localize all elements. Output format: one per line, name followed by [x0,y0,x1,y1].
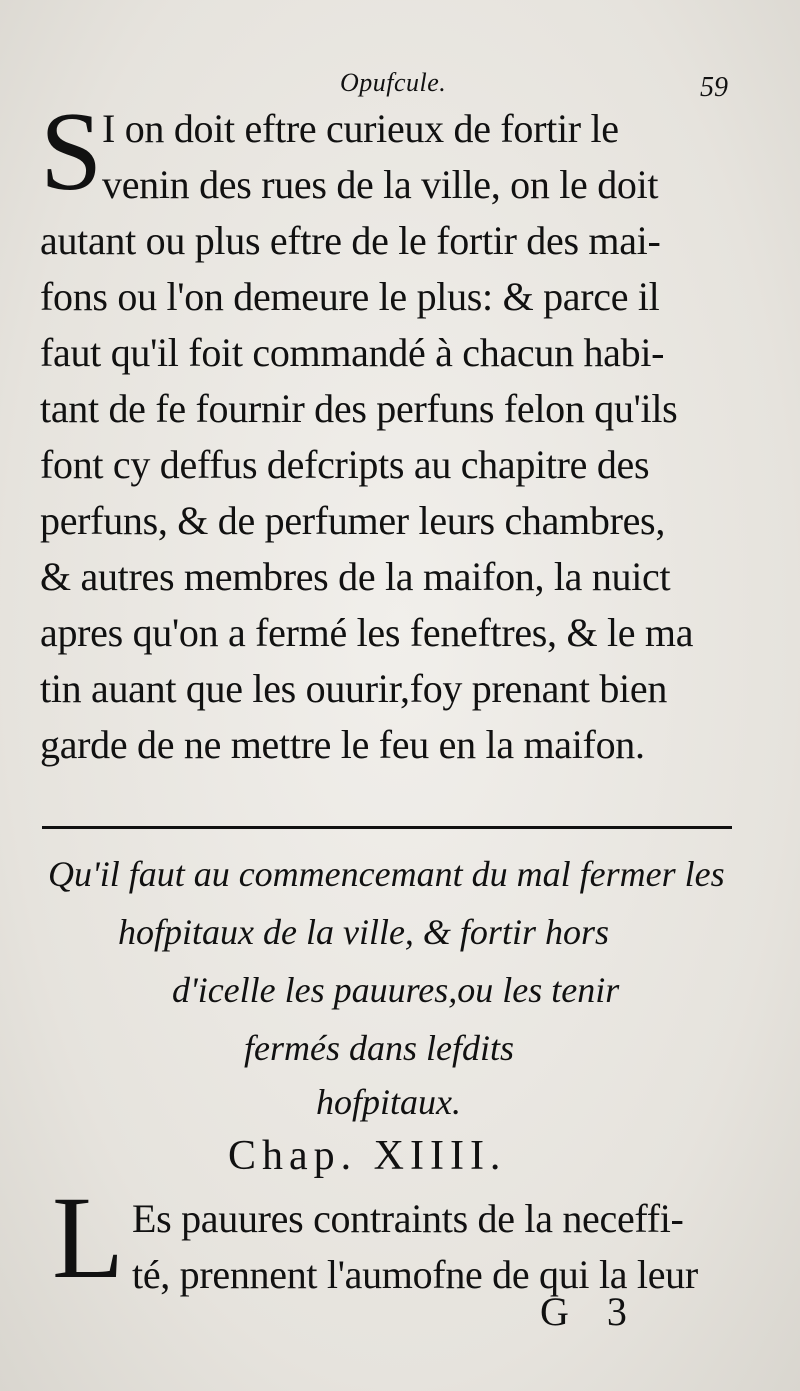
paragraph-1-line: fons ou l'on demeure le plus: & parce il [40,274,660,319]
section-divider [42,826,732,829]
paragraph-1-line: venin des rues de la ville, on le doit [102,162,659,207]
chapter-heading-line: Qu'il faut au commencemant du mal fermer les [48,854,725,894]
paragraph-1-line: font cy deffus defcripts au chapitre des [40,442,650,487]
chapter-label: Chap. XIIII. [228,1133,507,1179]
chapter-heading-line: hofpitaux de la ville, & fortir hors [118,912,609,952]
chapter-heading-line: fermés dans lefdits [244,1028,514,1068]
signature-mark: G 3 [540,1289,641,1334]
chapter-heading-line: hofpitaux. [316,1082,461,1122]
chapter-heading-line: d'icelle les pauures,ou les tenir [172,970,620,1010]
paragraph-1-line: perfuns, & de perfumer leurs chambres, [40,498,666,543]
paragraph-1-line: garde de ne mettre le feu en la maifon. [40,722,645,767]
paragraph-1-line: apres qu'on a fermé les feneftres, & le ma [40,610,694,655]
paragraph-1-line: & autres membres de la maifon, la nuict [40,554,671,599]
paragraph-1-line: tant de fe fournir des perfuns felon qu'ils [40,386,678,431]
paragraph-1-line: I on doit eftre curieux de fortir le [102,106,619,151]
drop-cap-s: S [40,90,103,214]
paragraph-1-line: tin auant que les ouurir,foy prenant bien [40,666,668,711]
paragraph-1-line: autant ou plus eftre de le fortir des mai- [40,218,661,263]
page-number: 59 [700,72,728,103]
paragraph-2-line: Es pauures contraints de la neceffi- [132,1196,684,1241]
drop-cap-l: L [52,1172,125,1303]
paragraph-1-line: faut qu'il foit commandé à chacun habi- [40,330,665,375]
running-title: Opufcule. [340,68,447,97]
paragraph-2-line: té, prennent l'aumofne de qui la leur [132,1252,698,1297]
